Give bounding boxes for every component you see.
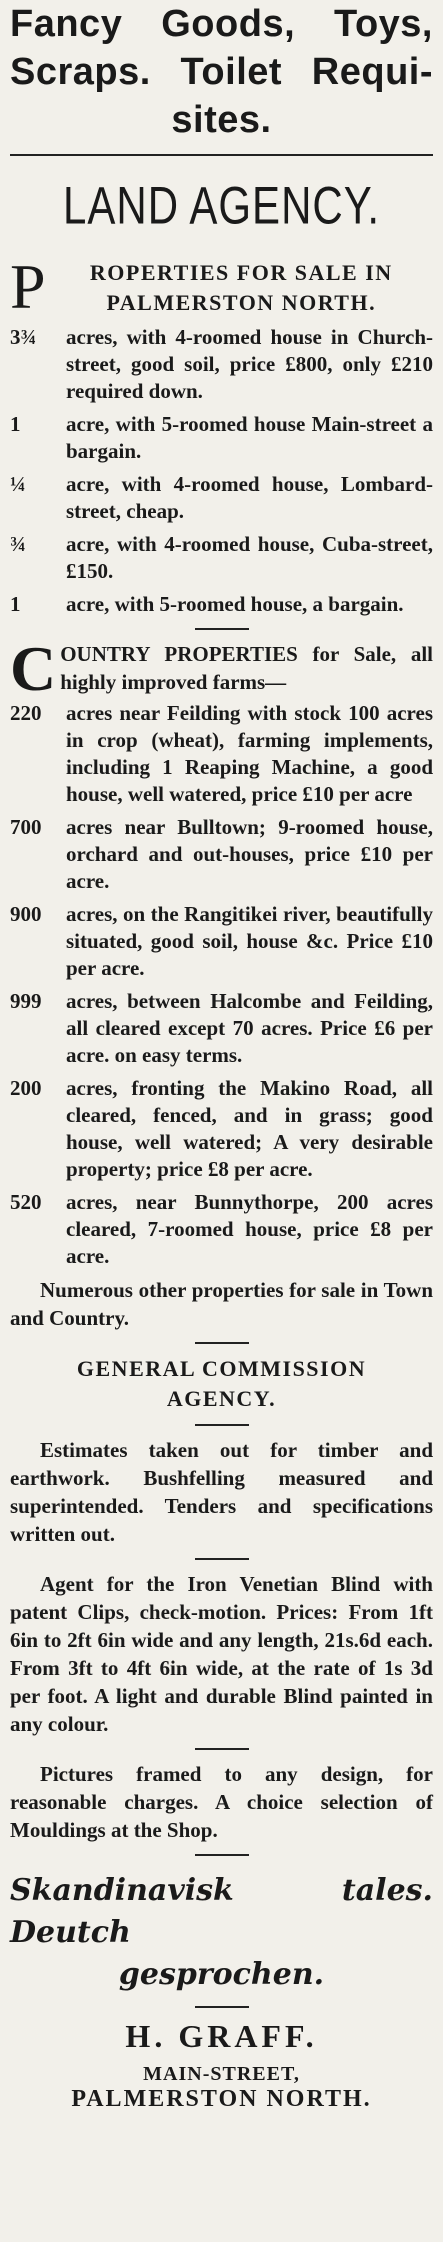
list-item: 200 acres, fronting the Makino Road, all cleared, fenced, and in grass; good house, well watered; A very desirable property; price £8 per acre.: [10, 1076, 433, 1181]
blind-text: Agent for the Iron Venetian Blind with patent Clips, check-motion. Prices: From 1ft 6in to 2ft 6in wide and any length, 21s.6d each. From 3ft to 4ft 6in wide, at the rate of 1s 3d per foot. A light and durable Blind painted in any colour.: [10, 1572, 433, 1736]
town-heading-line-2: PALMERSTON NORTH.: [106, 290, 377, 315]
short-rule: [195, 628, 249, 630]
header-line-2: Scraps. Toilet Requi-: [10, 51, 433, 93]
commission-text: Estimates taken out for timber and earthwork. Bushfelling measured and superintended. Tenders and specifications written out.: [10, 1438, 433, 1546]
short-rule: [195, 1748, 249, 1750]
list-item: 1 acre, with 5-roomed house, a bargain.: [10, 592, 404, 616]
commission-section: [10, 1354, 433, 1548]
country-properties-section: [10, 633, 433, 1332]
list-item: ¾ acre, with 4-roomed house, Cuba-street, £150.: [10, 532, 433, 583]
short-rule: [195, 1558, 249, 1560]
language-line-2: gesprochen.: [118, 1957, 325, 1992]
town-heading-line-1: ROPERTIES FOR SALE IN: [89, 260, 393, 285]
short-rule: [195, 1854, 249, 1856]
short-rule: [195, 1342, 249, 1344]
header-block: [10, 0, 433, 144]
list-item: 700 acres near Bulltown; 9-roomed house, orchard and out-houses, price £10 per acre.: [10, 815, 433, 893]
dropcap-p: P: [10, 251, 46, 322]
proprietor-town: PALMERSTON NORTH.: [71, 2086, 372, 2112]
land-agency-title: LAND AGENCY.: [62, 176, 380, 235]
dropcap-c: C: [10, 633, 57, 704]
header-line-1: Fancy Goods, Toys,: [10, 3, 433, 45]
list-item: 3¾ acres, with 4-roomed house in Church-street, good soil, price £800, only £210 required down.: [10, 325, 433, 403]
commission-heading-1: GENERAL COMMISSION: [76, 1356, 367, 1381]
list-item: 520 acres, near Bunnythorpe, 200 acres cleared, 7-roomed house, price £8 per acre.: [10, 1190, 433, 1268]
town-properties-section: [10, 251, 433, 618]
header-line-3: sites.: [171, 99, 272, 141]
list-item: 999 acres, between Halcombe and Feilding, all cleared except 70 acres. Price £6 per acre. on easy terms.: [10, 989, 433, 1067]
pictures-text: Pictures framed to any design, for reasonable charges. A choice selection of Mouldings at the Shop.: [10, 1762, 433, 1842]
list-item: 220 acres near Feilding with stock 100 acres in crop (wheat), farming implements, including 1 Reaping Machine, a good house, well watered, price £10 per acre: [10, 701, 433, 806]
short-rule: [195, 1424, 249, 1426]
language-line-1: Skandinavisk tales. Deutch: [10, 1873, 433, 1950]
list-item: 900 acres, on the Rangitikei river, beautifully situated, good soil, house &c. Price £10 per acre.: [10, 902, 433, 980]
list-item: ¼ acre, with 4-roomed house, Lombard-street, cheap.: [10, 472, 433, 523]
list-item: 1 acre, with 5-roomed house Main-street a bargain.: [10, 412, 433, 463]
short-rule: [195, 2006, 249, 2008]
divider: [10, 154, 433, 156]
proprietor-street: MAIN-STREET,: [143, 2063, 300, 2085]
country-heading: COUNTRY PROPERTIES for Sale, all highly improved farms—: [10, 633, 433, 704]
proprietor-name: H. GRAFF.: [125, 2018, 318, 2054]
commission-heading-2: AGENCY.: [166, 1386, 277, 1411]
country-footer: Numerous other properties for sale in Town and Country.: [10, 1278, 433, 1330]
